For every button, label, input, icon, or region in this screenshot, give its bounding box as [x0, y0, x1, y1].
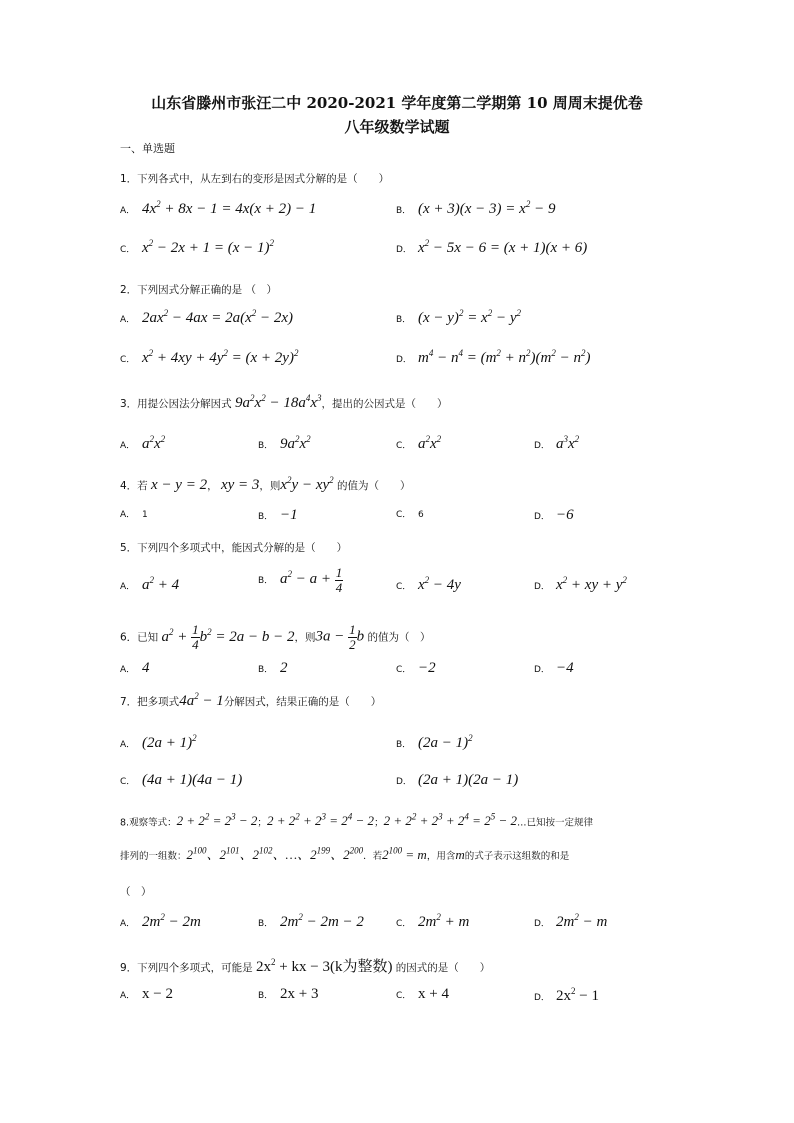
option-label: C．	[396, 510, 412, 520]
option-label: B．	[258, 512, 274, 522]
option-label: A．	[120, 582, 136, 592]
option-expression: $(x - y)^2 = x^2 - y^2$	[418, 308, 521, 326]
option-label: B．	[258, 441, 274, 451]
option-expression: $a^2x^2$	[142, 434, 166, 452]
option-label: A．	[120, 510, 136, 520]
question-4-option-a[interactable]	[120, 507, 148, 520]
question-3-option-b[interactable]	[258, 434, 311, 453]
option-label: B．	[258, 919, 274, 929]
exam-title-line2: 八年级数学试题	[344, 118, 450, 136]
option-label: C．	[396, 441, 412, 451]
option-expression: 2x + 3	[280, 986, 319, 1002]
stem-expression: $a^2$ +	[161, 626, 192, 645]
option-expression: $(2a - 1)^2$	[418, 733, 473, 751]
option-expression: x − 2	[142, 986, 173, 1002]
stem-expression: $9a^2x^2 - 18a^4x^3$	[235, 393, 322, 411]
question-8-stem-line3: （ ）	[120, 886, 152, 898]
stem-expression: b	[356, 628, 365, 645]
question-8-stem-line1	[120, 812, 593, 829]
stem-text: 的值为（ ）	[337, 480, 411, 492]
section-heading: 一、单选题	[120, 142, 175, 155]
stem-text: …已知按一定规律	[516, 817, 593, 829]
stem-expression: $2^{100} = m$	[382, 845, 427, 862]
stem-text: 分解因式，结果正确的是（ ）	[223, 696, 382, 708]
option-expression: $x^2 - 4y$	[418, 575, 461, 593]
stem-text: ，则	[294, 631, 316, 644]
option-expression: $a^2 + 4$	[142, 575, 180, 593]
stem-text: ，	[207, 480, 218, 492]
option-expression: $2m^2 + m$	[418, 912, 470, 930]
fraction-denominator: 2	[349, 637, 356, 652]
exam-title-line1: 山东省滕州市张汪二中 2020-2021 学年度第二学期第 10 周周末提优卷	[151, 94, 643, 112]
option-expression: 1	[142, 510, 148, 520]
option-expression: 2	[280, 660, 288, 676]
fraction	[348, 623, 357, 652]
option-expression: (2a + 1)(2a − 1)	[418, 772, 519, 788]
question-7-option-c[interactable]	[120, 772, 242, 789]
option-label: A．	[120, 315, 136, 325]
option-label: C．	[396, 665, 412, 675]
stem-text: 的值为（ ）	[367, 631, 431, 644]
option-expression: $9a^2x^2$	[280, 434, 311, 452]
option-label: C．	[120, 245, 136, 255]
stem-text: 排列的一组数：	[120, 851, 187, 862]
option-expression: $2m^2 - 2m - 2$	[280, 912, 364, 930]
option-label: B．	[258, 576, 274, 586]
option-expression: $(x + 3)(x - 3) = x^2 - 9$	[418, 199, 556, 217]
question-6-option-c[interactable]	[396, 660, 436, 677]
question-7-stem	[120, 691, 381, 710]
option-label: C．	[396, 991, 412, 1001]
question-5-stem: 5．下列四个多项式中，能因式分解的是（ ）	[120, 542, 348, 554]
option-label: C．	[396, 919, 412, 929]
question-9-stem	[120, 955, 490, 976]
stem-expression: xy = 3	[220, 477, 260, 493]
option-label: C．	[120, 355, 136, 365]
stem-expression: $2 + 2^2 + 2^3 = 2^4 - 2$	[266, 812, 375, 829]
option-label: C．	[120, 777, 136, 787]
option-expression: x + 4	[418, 986, 449, 1002]
option-label: D．	[534, 441, 550, 451]
stem-text: ，用含	[426, 851, 456, 862]
option-label: D．	[396, 245, 412, 255]
stem-expression: 3a −	[315, 628, 349, 645]
question-7-option-a[interactable]	[120, 733, 197, 752]
stem-expression: $2x^2$ + kx − 3(k为整数)	[256, 957, 393, 975]
stem-text: 4．若	[120, 480, 148, 492]
fraction-numerator: 1	[349, 622, 356, 637]
option-expression: $2x^2 - 1$	[556, 986, 599, 1004]
option-expression: −6	[556, 507, 574, 523]
option-expression: (4a + 1)(4a − 1)	[142, 772, 243, 788]
fraction-denominator: 4	[335, 580, 343, 595]
question-1-option-d[interactable]	[396, 238, 587, 257]
option-expression: −1	[280, 507, 298, 523]
option-label: C．	[396, 582, 412, 592]
option-label: A．	[120, 740, 136, 750]
stem-expression: $2 + 2^2 = 2^3 - 2$	[176, 812, 258, 829]
fraction-numerator: 1	[335, 565, 343, 580]
fraction-denominator: 4	[192, 637, 199, 652]
question-3-stem	[120, 393, 448, 412]
question-8-option-a[interactable]	[120, 912, 201, 931]
stem-text: 8.观察等式：	[120, 817, 177, 829]
option-expression: 4	[142, 660, 150, 676]
option-label: D．	[534, 665, 550, 675]
option-expression: $x^2 - 5x - 6 = (x + 1)(x + 6)$	[418, 238, 588, 256]
option-expression: $x^2 + 4xy + 4y^2 = (x + 2y)^2$	[142, 348, 299, 366]
question-7-option-d[interactable]	[396, 772, 518, 789]
question-4-option-b[interactable]	[258, 507, 298, 524]
question-4-option-d[interactable]	[534, 507, 574, 524]
option-expression: $(2a + 1)^2$	[142, 733, 197, 751]
question-8-option-c[interactable]	[396, 912, 469, 931]
stem-text: 的因式的是（ ）	[395, 962, 491, 974]
stem-expression: $b^2 = 2a - b - 2$	[199, 626, 295, 645]
stem-expression: $x^2y - xy^2$	[280, 475, 334, 493]
option-expression: $2m^2 - m$	[556, 912, 608, 930]
question-3-option-c[interactable]	[396, 434, 441, 453]
question-9-option-a[interactable]	[120, 986, 173, 1003]
option-expression: $4x^2 + 8x - 1 = 4x(x + 2) - 1$	[142, 199, 317, 217]
question-3-option-a[interactable]	[120, 434, 165, 453]
question-1-option-c[interactable]	[120, 238, 274, 257]
stem-text: ；	[374, 817, 384, 829]
stem-text: ．若	[363, 851, 383, 862]
option-expression: $a^3x^2$	[556, 434, 580, 452]
option-label: D．	[396, 777, 412, 787]
question-5-option-d[interactable]	[534, 575, 627, 594]
question-1-stem: 1．下列各式中，从左到右的变形是因式分解的是（ ）	[120, 173, 390, 185]
option-expression: $x^2 - 2x + 1 = (x - 1)^2$	[142, 238, 274, 256]
stem-expression: $4a^2 - 1$	[179, 691, 224, 709]
question-6-option-b[interactable]	[258, 660, 288, 677]
option-label: D．	[534, 512, 550, 522]
question-8-option-d[interactable]	[534, 912, 607, 931]
question-9-option-d[interactable]	[534, 986, 599, 1005]
option-label: A．	[120, 919, 136, 929]
option-expression: $m^4 - n^4 = (m^2 + n^2)(m^2 - n^2)$	[418, 348, 591, 366]
option-expression: −4	[556, 660, 574, 676]
question-9-option-c[interactable]	[396, 986, 449, 1003]
option-expression: $a^2 - a$ +	[280, 569, 335, 587]
stem-expression: $2^{100}$、$2^{101}$、$2^{102}$、…、$2^{199}$、$2^{200}$	[186, 845, 364, 862]
question-1-option-b[interactable]	[396, 199, 555, 218]
stem-text: 9．下列四个多项式，可能是	[120, 962, 253, 974]
question-6-option-d[interactable]	[534, 660, 574, 677]
option-expression: −2	[418, 660, 436, 676]
stem-text: ，则	[259, 480, 281, 492]
option-label: D．	[396, 355, 412, 365]
option-expression: 6	[418, 510, 424, 520]
stem-text: 6．已知	[120, 631, 159, 644]
question-5-option-b[interactable]	[258, 566, 343, 595]
option-label: A．	[120, 991, 136, 1001]
option-label: B．	[396, 740, 412, 750]
question-8-option-b[interactable]	[258, 912, 364, 931]
stem-expression: $2 + 2^2 + 2^3 + 2^4 = 2^5 - 2$	[383, 812, 517, 829]
option-label: B．	[396, 315, 412, 325]
question-5-option-c[interactable]	[396, 575, 461, 594]
option-label: A．	[120, 665, 136, 675]
question-2-option-a[interactable]	[120, 308, 293, 327]
option-label: B．	[396, 206, 412, 216]
option-expression: $2m^2 - 2m$	[142, 912, 201, 930]
option-label: B．	[258, 665, 274, 675]
question-5-option-a[interactable]	[120, 575, 179, 594]
option-label: D．	[534, 993, 550, 1003]
option-label: A．	[120, 206, 136, 216]
stem-expression: m	[455, 847, 465, 862]
question-3-option-d[interactable]	[534, 434, 579, 453]
fraction-numerator: 1	[192, 622, 199, 637]
option-label: D．	[534, 582, 550, 592]
question-2-stem: 2．下列因式分解正确的是 （ ）	[120, 284, 278, 296]
option-label: B．	[258, 991, 274, 1001]
question-2-option-d[interactable]	[396, 348, 591, 367]
question-4-option-c[interactable]	[396, 507, 424, 520]
question-4-stem	[120, 475, 411, 494]
option-expression: $a^2x^2$	[418, 434, 442, 452]
question-8-stem-line2	[120, 844, 569, 863]
stem-text: ，提出的公因式是（ ）	[321, 398, 448, 410]
option-expression: $x^2$ + xy + $y^2$	[556, 575, 627, 593]
option-expression: $2ax^2 - 4ax = 2a(x^2 - 2x)$	[142, 308, 294, 326]
stem-text: ；	[257, 817, 267, 829]
question-7-option-b[interactable]	[396, 733, 473, 752]
question-6-option-a[interactable]	[120, 660, 150, 677]
question-2-option-b[interactable]	[396, 308, 521, 327]
option-label: A．	[120, 441, 136, 451]
stem-text: 的式子表示这组数的和是	[464, 851, 570, 862]
stem-text: 7．把多项式	[120, 696, 180, 708]
question-1-option-a[interactable]	[120, 199, 316, 218]
question-2-option-c[interactable]	[120, 348, 298, 367]
fraction	[335, 566, 344, 595]
question-9-option-b[interactable]	[258, 986, 318, 1003]
question-6-stem	[120, 623, 431, 652]
stem-expression: x − y = 2	[151, 477, 208, 493]
option-label: D．	[534, 919, 550, 929]
fraction	[191, 623, 200, 652]
stem-text: 3．用提公因法分解因式	[120, 398, 232, 410]
